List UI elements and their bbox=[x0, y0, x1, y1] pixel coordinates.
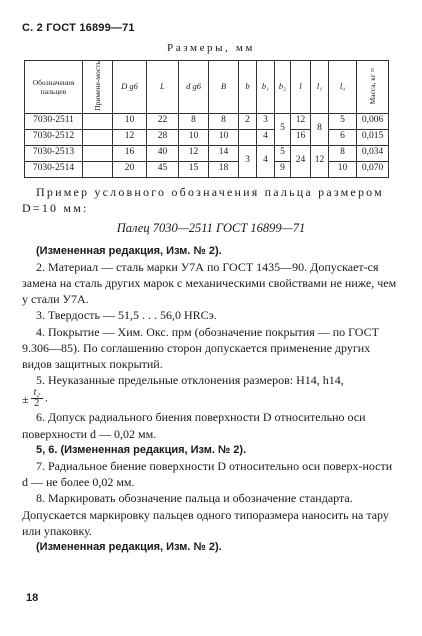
cell-designation: 7030-2511 bbox=[25, 113, 83, 129]
cell-L: 45 bbox=[147, 161, 179, 177]
col-header-b1: b₁ bbox=[257, 61, 275, 114]
cell-B: 14 bbox=[209, 145, 239, 161]
col-header-applicability: Примене-мость bbox=[83, 61, 113, 114]
cell-l0: 5 bbox=[329, 113, 357, 129]
table-header-row bbox=[25, 61, 389, 114]
cell-b1: 4 bbox=[257, 129, 275, 145]
paragraph-marking: 8. Маркировать обозначение пальца и обозначение стандарта. Допускается маркировку пальцев одного типоразмера наносить на тару или упаковку. bbox=[22, 491, 389, 538]
cell-d: 12 bbox=[179, 145, 209, 161]
fraction-numerator: t₂ bbox=[31, 388, 43, 399]
example-intro: Пример условного обозначения пальца размером D=10 мм: bbox=[22, 185, 384, 216]
col-header-b2: b₂ bbox=[275, 61, 291, 114]
table-title: Размеры, мм bbox=[167, 42, 255, 54]
formula-end: . bbox=[44, 390, 48, 405]
page-header: С. 2 ГОСТ 16899—71 bbox=[22, 22, 135, 34]
cell-l0: 8 bbox=[329, 145, 357, 161]
col-header-designation: Обозначения пальцев bbox=[25, 61, 83, 114]
paragraph-runout-tolerance: 6. Допуск радиального биения поверхности D относительно оси поверхности d — 0,02 мм. bbox=[22, 410, 366, 441]
page-number: 18 bbox=[26, 592, 39, 604]
cell-D: 20 bbox=[113, 161, 147, 177]
cell-designation: 7030-2513 bbox=[25, 145, 83, 161]
cell-b: 2 bbox=[239, 113, 257, 129]
cell-B: 8 bbox=[209, 113, 239, 129]
cell-designation: 7030-2514 bbox=[25, 161, 83, 177]
table-row bbox=[25, 145, 389, 161]
paragraph-radial-runout: 7. Радиальное биение поверхности D относительно оси поверх-ности d — не более 0,02 мм. bbox=[22, 459, 393, 490]
tolerance-fraction bbox=[31, 388, 43, 409]
tolerance-formula bbox=[22, 388, 400, 409]
table-row bbox=[25, 113, 389, 129]
cell-applicability bbox=[83, 129, 113, 145]
col-header-l: l bbox=[291, 61, 311, 114]
cell-b2: 5 bbox=[275, 113, 291, 145]
cell-B: 10 bbox=[209, 129, 239, 145]
cell-D: 10 bbox=[113, 113, 147, 129]
cell-mass: 0,015 bbox=[357, 129, 389, 145]
edit-note: 5, 6. (Измененная редакция, Изм. № 2). bbox=[36, 443, 247, 456]
cell-b bbox=[239, 129, 257, 145]
plus-minus-sign: ± bbox=[22, 391, 29, 406]
cell-d: 8 bbox=[179, 113, 209, 129]
cell-l: 24 bbox=[291, 145, 311, 177]
paragraph-coating: 4. Покрытие — Хим. Окс. прм (обозначение покрытия — по ГОСТ 9.306—85). По соглашению сторон допускается применение других видов защитных покрытий. bbox=[22, 324, 379, 372]
cell-l0: 6 bbox=[329, 129, 357, 145]
cell-l: 12 bbox=[291, 113, 311, 129]
cell-d: 10 bbox=[179, 129, 209, 145]
dimensions-table bbox=[24, 60, 389, 178]
cell-l1: 12 bbox=[311, 145, 329, 177]
cell-b1: 4 bbox=[257, 145, 275, 177]
cell-b1: 3 bbox=[257, 113, 275, 129]
cell-b2: 5 bbox=[275, 145, 291, 161]
cell-b: 3 bbox=[239, 145, 257, 177]
cell-L: 40 bbox=[147, 145, 179, 161]
cell-mass: 0,070 bbox=[357, 161, 389, 177]
col-header-L: L bbox=[147, 61, 179, 114]
col-header-b: b bbox=[239, 61, 257, 114]
cell-l1: 8 bbox=[311, 113, 329, 145]
cell-applicability bbox=[83, 145, 113, 161]
designation-example: Палец 7030—2511 ГОСТ 16899—71 bbox=[116, 221, 306, 236]
cell-D: 16 bbox=[113, 145, 147, 161]
paragraph-hardness: 3. Твердость — 51,5 . . . 56,0 HRCэ. bbox=[36, 308, 217, 323]
col-header-B: B bbox=[209, 61, 239, 114]
cell-mass: 0,006 bbox=[357, 113, 389, 129]
col-header-l1: l₁ bbox=[311, 61, 329, 114]
table-row bbox=[25, 129, 389, 145]
cell-applicability bbox=[83, 161, 113, 177]
edit-note: (Измененная редакция, Изм. № 2). bbox=[36, 244, 222, 257]
col-header-D: D g6 bbox=[113, 61, 147, 114]
cell-L: 22 bbox=[147, 113, 179, 129]
col-header-l0: l₀ bbox=[329, 61, 357, 114]
cell-mass: 0,034 bbox=[357, 145, 389, 161]
cell-designation: 7030-2512 bbox=[25, 129, 83, 145]
cell-l: 16 bbox=[291, 129, 311, 145]
cell-d: 15 bbox=[179, 161, 209, 177]
cell-l0: 10 bbox=[329, 161, 357, 177]
cell-L: 28 bbox=[147, 129, 179, 145]
edit-note: (Измененная редакция, Изм. № 2). bbox=[36, 541, 222, 554]
cell-D: 12 bbox=[113, 129, 147, 145]
cell-b2: 9 bbox=[275, 161, 291, 177]
cell-B: 18 bbox=[209, 161, 239, 177]
paragraph-tolerances: 5. Неуказанные предельные отклонения размеров: H14, h14, bbox=[36, 373, 344, 388]
body-text bbox=[22, 184, 400, 555]
fraction-denominator: 2 bbox=[34, 398, 40, 410]
cell-applicability bbox=[83, 113, 113, 129]
col-header-mass: Масса, кг ≈ bbox=[357, 61, 389, 114]
col-header-d: d g6 bbox=[179, 61, 209, 114]
paragraph-material: 2. Материал — сталь марки У7А по ГОСТ 1435—90. Допускает-ся замена на сталь других марок с механическими свойствами не ниже, чем у стали У7А. bbox=[22, 259, 397, 307]
table-row bbox=[25, 161, 389, 177]
